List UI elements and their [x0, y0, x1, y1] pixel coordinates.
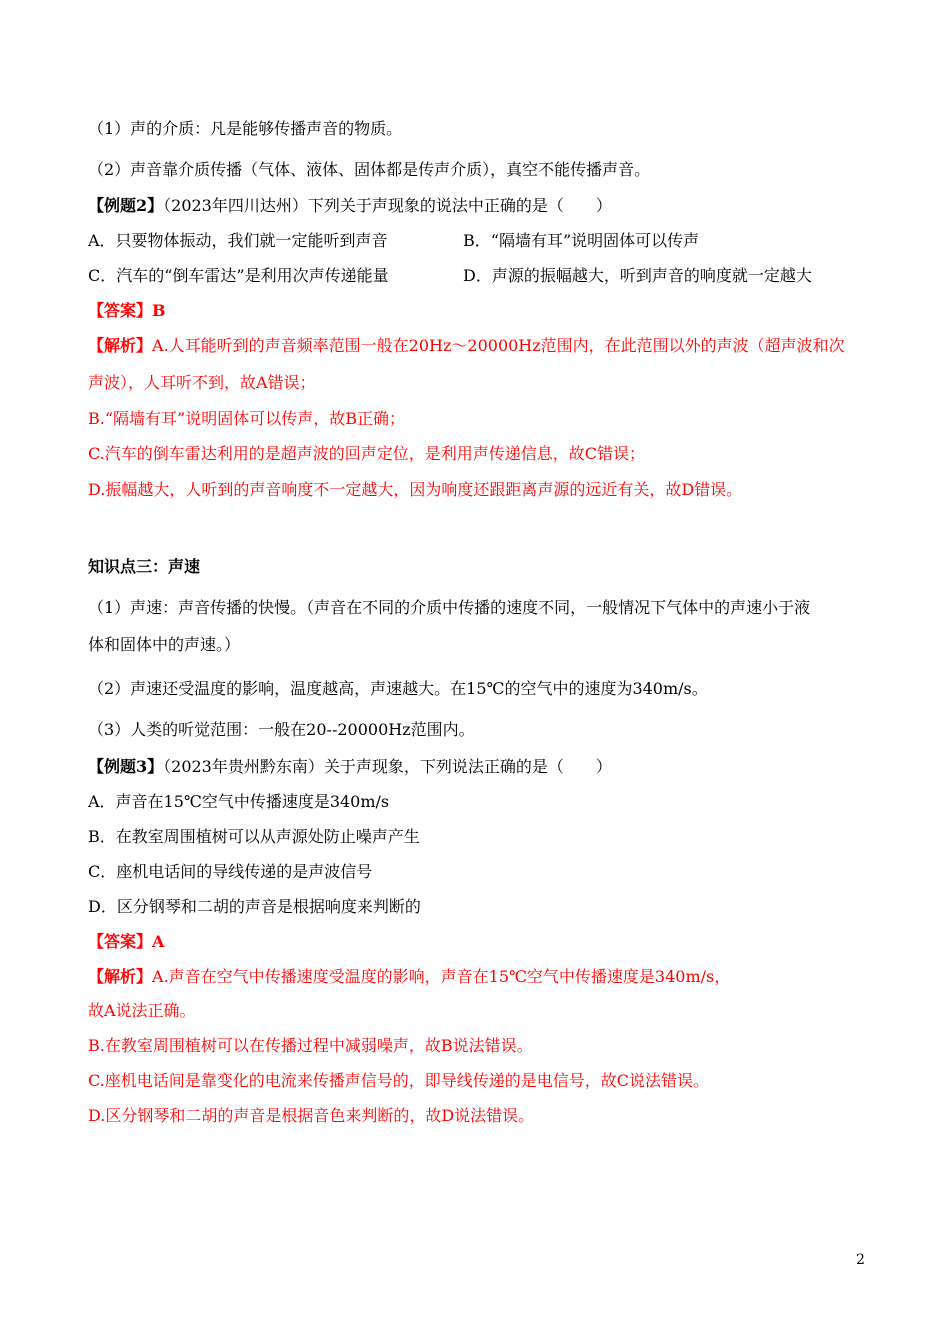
example-2-analysis-line-5: D.振幅越大，人听到的声音响度不一定越大，因为响度还跟距离声源的远近有关，故D错误。	[88, 480, 743, 499]
sound-speed-point-3: （3）人类的听觉范围：一般在20--20000Hz范围内。	[88, 720, 475, 739]
example-2-analysis-line-3: B.“隔墙有耳”说明固体可以传声，故B正确；	[88, 409, 405, 428]
sound-speed-point-1-cont: 体和固体中的声速。）	[88, 635, 241, 654]
example-3-answer: 【答案】A	[88, 932, 165, 951]
example-3-analysis-line-3: B.在教室周围植树可以在传播过程中减弱噪声，故B说法错误。	[88, 1036, 533, 1055]
section-3-heading: 知识点三：声速	[88, 557, 201, 576]
example-2-analysis-line-4: C.汽车的倒车雷达利用的是超声波的回声定位，是利用声传递信息，故C错误；	[88, 444, 646, 463]
sound-speed-point-2: （2）声速还受温度的影响，温度越高，声速越大。在15℃的空气中的速度为340m/s。	[88, 679, 708, 698]
example-3-option-a: A．声音在15℃空气中传播速度是340m/s	[88, 792, 390, 811]
example-3-analysis-line-2: 故A说法正确。	[88, 1001, 196, 1020]
example-2-analysis-text-1: A.人耳能听到的声音频率范围一般在20Hz～20000Hz范围内，在此范围以外的声波（超声波和次	[152, 336, 845, 355]
example-3-analysis-label: 【解析】	[88, 967, 153, 986]
example-2-question-text: （2023年四川达州）下列关于声现象的说法中正确的是（ ）	[163, 196, 612, 215]
sound-speed-point-1: （1）声速：声音传播的快慢。（声音在不同的介质中传播的速度不同，一般情况下气体中的声速小于液	[88, 598, 811, 617]
example-3-label: 【例题3】	[88, 757, 164, 776]
page-number: 2	[856, 1252, 865, 1268]
example-2-analysis-line-1	[88, 336, 845, 356]
example-2-option-c: C．汽车的“倒车雷达”是利用次声传递能量	[88, 266, 389, 285]
example-3-analysis-line-4: C.座机电话间是靠变化的电流来传播声信号的，即导线传递的是电信号，故C说法错误。	[88, 1071, 710, 1090]
example-3-option-c: C．座机电话间的导线传递的是声波信号	[88, 862, 373, 881]
example-2-label: 【例题2】	[88, 196, 164, 215]
example-3-option-b: B．在教室周围植树可以从声源处防止噪声产生	[88, 827, 420, 846]
example-2-answer: 【答案】B	[88, 301, 166, 320]
example-3-analysis-text-1: A.声音在空气中传播速度受温度的影响，声音在15℃空气中传播速度是340m/s，	[152, 967, 731, 986]
example-2-analysis-line-2: 声波），人耳听不到，故A错误；	[88, 373, 316, 392]
example-3-question	[88, 757, 612, 777]
example-2-option-d: D．声源的振幅越大，听到声音的响度就一定越大	[463, 266, 812, 285]
example-3-option-d: D．区分钢琴和二胡的声音是根据响度来判断的	[88, 897, 421, 916]
example-2-option-a: A．只要物体振动，我们就一定能听到声音	[88, 231, 388, 250]
example-2-option-b: B．“隔墙有耳”说明固体可以传声	[463, 231, 700, 250]
example-3-question-text: （2023年贵州黔东南）关于声现象，下列说法正确的是（ ）	[163, 757, 612, 776]
example-2-analysis-label: 【解析】	[88, 336, 153, 355]
example-3-analysis-line-5: D.区分钢琴和二胡的声音是根据音色来判断的，故D说法错误。	[88, 1106, 535, 1125]
medium-definition: （1）声的介质：凡是能够传播声音的物质。	[88, 119, 403, 138]
example-3-analysis-line-1	[88, 967, 730, 987]
example-2-question	[88, 196, 612, 216]
medium-propagation: （2）声音靠介质传播（气体、液体、固体都是传声介质），真空不能传播声音。	[88, 160, 651, 179]
